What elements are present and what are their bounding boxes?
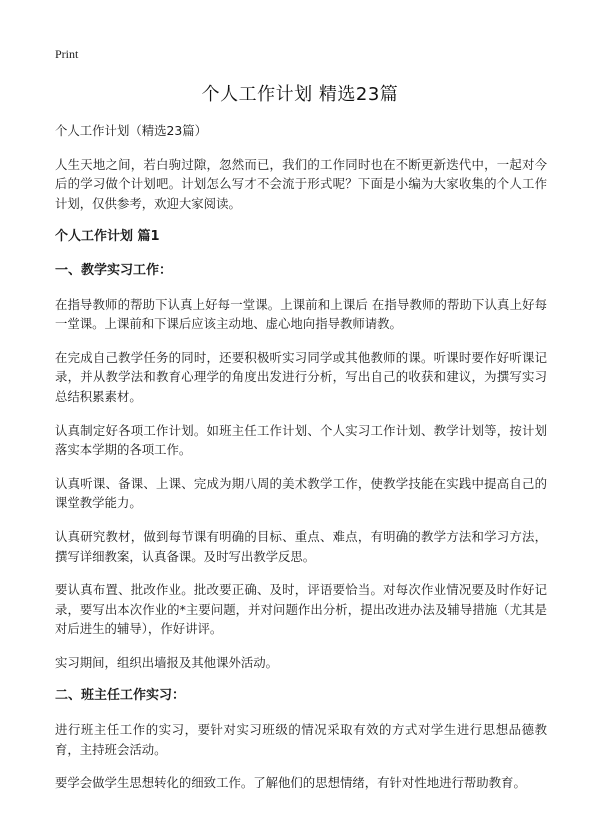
paragraph: 进行班主任工作的实习，要针对实习班级的情况采取有效的方式对学生进行思想品德教育，主持班会活动。: [55, 722, 547, 757]
part1-heading: 一、教学实习工作：: [55, 262, 173, 278]
print-label: Print: [55, 47, 79, 61]
section-title: 个人工作计划 篇1: [55, 229, 160, 245]
paragraph: 实习期间，组织出墙报及其他课外活动。: [55, 654, 279, 670]
paragraph: 认真听课、备课、上课、完成为期八周的美术教学工作，使教学技能在实践中提高自己的课堂教学能力。: [55, 475, 547, 511]
document-title: 个人工作计划 精选23篇: [201, 84, 399, 105]
paragraph: 认真研究教材，做到每节课有明确的目标、重点、难点，有明确的教学方法和学习方法，撰写详细教案，认真备课。及时写出教学反思。: [55, 528, 547, 564]
paragraph: 要认真布置、批改作业。批改要正确、及时，评语要恰当。对每次作业情况要及时作好记录，要写出本次作业的*主要问题，并对问题作出分析，提出改进办法及辅导措施（尤其是对后进生的辅导），作好讲评。: [55, 582, 547, 637]
part2-heading: 二、班主任工作实习：: [55, 688, 186, 704]
document-subtitle: 个人工作计划（精选23篇）: [55, 123, 208, 138]
paragraph: 在指导教师的帮助下认真上好每一堂课。上课前和上课后 在指导教师的帮助下认真上好每一堂课。上课前和下课后应该主动地、虚心地向指导教师请教。: [55, 296, 547, 332]
document-body: [55, 121, 547, 807]
paragraph: 认真制定好各项工作计划。如班主任工作计划、个人实习工作计划、教学计划等，按计划落实本学期的各项工作。: [55, 422, 547, 458]
paragraph: 要学会做学生思想转化的细致工作。了解他们的思想情绪，有针对性地进行帮助教育。: [55, 775, 526, 791]
intro-paragraph: 人生天地之间，若白驹过隙，忽然而已，我们的工作同时也在不断更新迭代中，一起对今后的学习做个计划吧。计划怎么写才不会流于形式呢？下面是小编为大家收集的个人工作计划，仅供参考，欢迎大家阅读。: [55, 156, 547, 211]
paragraph: 在完成自己教学任务的同时，还要积极听实习同学或其他教师的课。听课时要作好听课记录，并从教学法和教育心理学的角度出发进行分析，写出自己的收获和建议，为撰写实习总结积累素材。: [55, 349, 547, 404]
